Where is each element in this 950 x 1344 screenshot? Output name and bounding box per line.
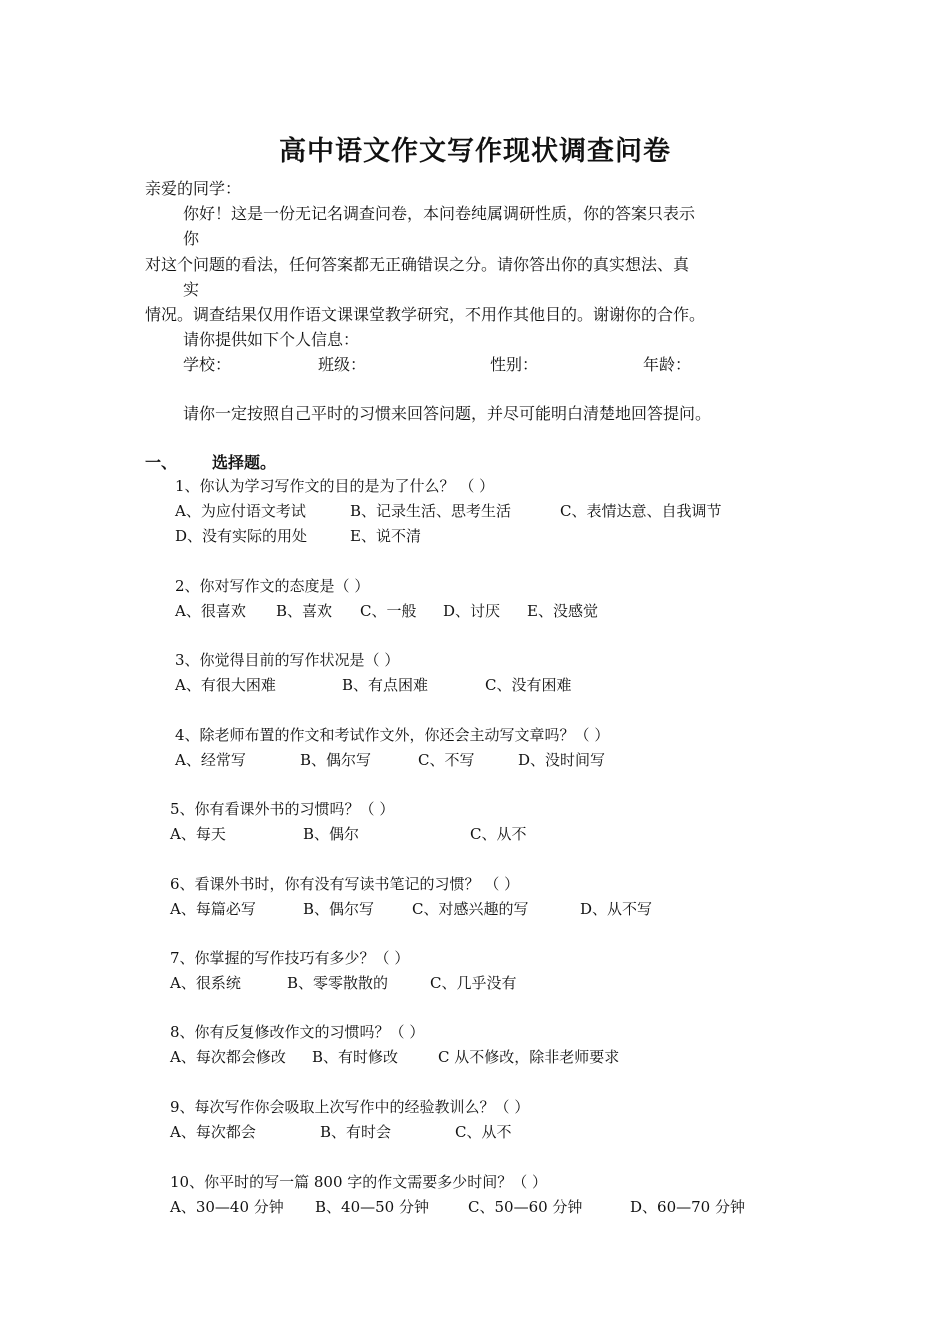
question-2: 2、你对写作文的态度是（ ） [175, 577, 370, 595]
question-4: 4、除老师布置的作文和考试作文外，你还会主动写文章吗？（ ） [175, 726, 610, 744]
question-3-option-a: A、有很大困难 [175, 676, 276, 694]
question-10: 10、你平时的写一篇 800 字的作文需要多少时间？（ ） [170, 1173, 548, 1191]
question-10-option-d: D、60—70 分钟 [630, 1198, 745, 1216]
question-3-option-b: B、有点困难 [342, 676, 429, 694]
question-4-option-c: C、不写 [418, 751, 475, 769]
question-9-option-a: A、每次都会 [170, 1123, 256, 1141]
question-7: 7、你掌握的写作技巧有多少？（ ） [170, 949, 410, 967]
question-7-option-c: C、几乎没有 [430, 974, 517, 992]
question-1-option-b: B、记录生活、思考生活 [350, 502, 512, 520]
question-9: 9、每次写作你会吸取上次写作中的经验教训么？（ ） [170, 1098, 530, 1116]
intro-line-3: 情况。调查结果仅用作语文课课堂教学研究，不用作其他目的。谢谢你的合作。 [145, 305, 706, 324]
question-3-option-c: C、没有困难 [485, 676, 572, 694]
question-6: 6、看课外书时，你有没有写读书笔记的习惯？ （ ） [170, 875, 520, 893]
question-1-option-c: C、表情达意、自我调节 [560, 502, 722, 520]
section-title: 选择题。 [212, 453, 277, 472]
question-1-option-d: D、没有实际的用处 [175, 527, 308, 545]
greeting: 亲爱的同学： [145, 179, 242, 198]
question-2-option-b: B、喜欢 [276, 602, 333, 620]
section-number: 一、 [145, 453, 178, 472]
field-age-label: 年龄： [643, 355, 692, 374]
question-5-option-c: C、从不 [470, 825, 527, 843]
question-8: 8、你有反复修改作文的习惯吗？（ ） [170, 1023, 425, 1041]
question-8-option-c: C 从不修改，除非老师要求 [438, 1048, 620, 1066]
page-title: 高中语文作文写作现状调查问卷 [279, 136, 671, 167]
intro-line-1-wrap: 你 [183, 229, 200, 248]
question-9-option-c: C、从不 [455, 1123, 512, 1141]
question-4-option-d: D、没时间写 [518, 751, 606, 769]
question-9-option-b: B、有时会 [320, 1123, 392, 1141]
question-2-option-d: D、讨厌 [443, 602, 501, 620]
question-10-option-a: A、30—40 分钟 [170, 1198, 284, 1216]
question-3: 3、你觉得目前的写作状况是（ ） [175, 651, 400, 669]
question-6-option-d: D、从不写 [580, 900, 653, 918]
question-7-option-b: B、零零散散的 [287, 974, 389, 992]
info-prompt: 请你提供如下个人信息： [183, 330, 360, 349]
question-8-option-a: A、每次都会修改 [170, 1048, 286, 1066]
question-5: 5、你有看课外书的习惯吗？（ ） [170, 800, 395, 818]
field-school-label: 学校： [183, 355, 232, 374]
question-6-option-a: A、每篇必写 [170, 900, 256, 918]
question-1: 1、你认为学习写作文的目的是为了什么？ （ ） [175, 477, 495, 495]
field-class-label: 班级： [318, 355, 367, 374]
question-10-option-b: B、40—50 分钟 [315, 1198, 429, 1216]
instruction: 请你一定按照自己平时的习惯来回答问题，并尽可能明白清楚地回答提问。 [183, 404, 712, 423]
field-gender-label: 性别： [490, 355, 539, 374]
question-2-option-c: C、一般 [360, 602, 417, 620]
question-6-option-c: C、对感兴趣的写 [412, 900, 529, 918]
question-8-option-b: B、有时修改 [312, 1048, 399, 1066]
question-4-option-a: A、经常写 [175, 751, 246, 769]
question-7-option-a: A、很系统 [170, 974, 241, 992]
intro-line-2-wrap: 实 [183, 280, 200, 299]
question-5-option-b: B、偶尔 [303, 825, 360, 843]
question-1-option-a: A、为应付语文考试 [175, 502, 306, 520]
intro-line-1: 你好！这是一份无记名调查问卷，本问卷纯属调研性质，你的答案只表示 [183, 204, 696, 223]
intro-line-2: 对这个问题的看法，任何答案都无正确错误之分。请你答出你的真实想法、真 [145, 255, 690, 274]
question-2-option-a: A、很喜欢 [175, 602, 246, 620]
question-6-option-b: B、偶尔写 [303, 900, 375, 918]
question-10-option-c: C、50—60 分钟 [468, 1198, 583, 1216]
question-5-option-a: A、每天 [170, 825, 226, 843]
question-4-option-b: B、偶尔写 [300, 751, 372, 769]
question-2-option-e: E、没感觉 [527, 602, 598, 620]
question-1-option-e: E、说不清 [350, 527, 421, 545]
